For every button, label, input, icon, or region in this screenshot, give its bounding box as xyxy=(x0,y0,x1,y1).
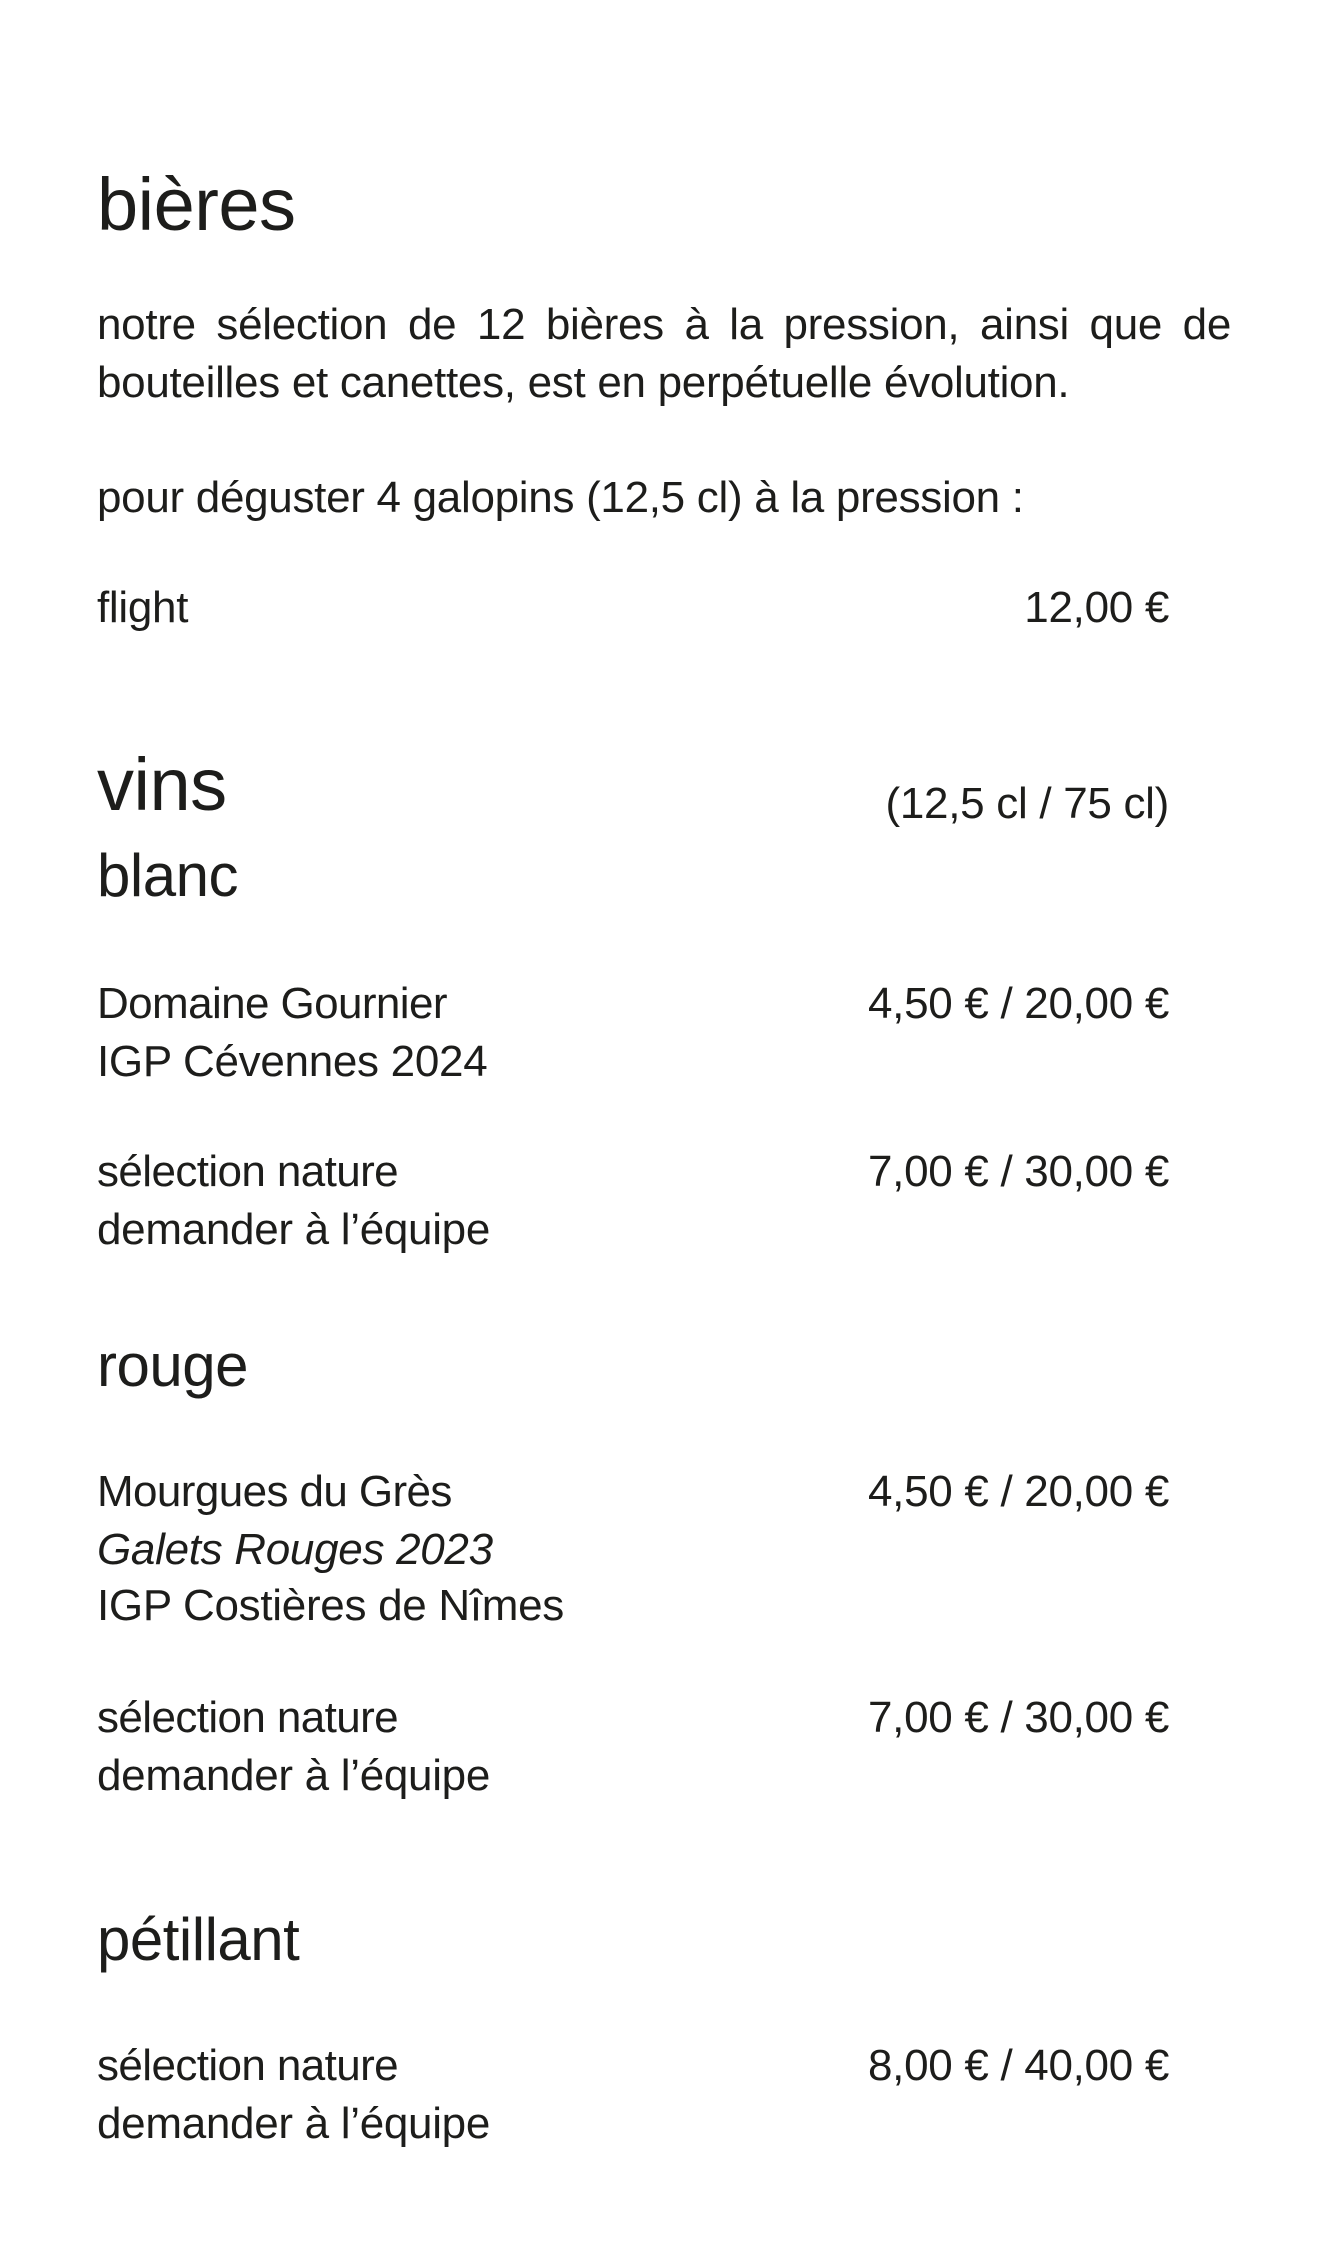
wine-price: 4,50 € / 20,00 € xyxy=(867,1467,1169,1516)
wines-sizes: (12,5 cl / 75 cl) xyxy=(885,779,1169,828)
wine-name: Domaine Gournier xyxy=(97,979,447,1028)
wines-title: vins xyxy=(97,743,227,826)
wine-price: 7,00 € / 30,00 € xyxy=(867,1693,1169,1742)
beers-tasting-note: pour déguster 4 galopins (12,5 cl) à la pression : xyxy=(97,473,1024,522)
flight-price: 12,00 € xyxy=(1024,583,1169,632)
wine-cuvee: Galets Rouges 2023 xyxy=(97,1525,493,1574)
section-title-rouge: rouge xyxy=(97,1332,248,1399)
wine-detail: demander à l’équipe xyxy=(97,1751,491,1800)
wine-detail: IGP Cévennes 2024 xyxy=(97,1037,488,1086)
wine-detail: IGP Costières de Nîmes xyxy=(97,1581,564,1630)
wine-price: 4,50 € / 20,00 € xyxy=(867,979,1169,1028)
wine-name: Mourgues du Grès xyxy=(97,1467,452,1516)
wine-name: sélection nature xyxy=(97,2041,399,2090)
wine-price: 7,00 € / 30,00 € xyxy=(867,1147,1169,1196)
wine-detail: demander à l’équipe xyxy=(97,2099,491,2148)
wine-detail: demander à l’équipe xyxy=(97,1205,491,1254)
section-title-petillant: pétillant xyxy=(97,1906,300,1973)
flight-name: flight xyxy=(97,583,189,632)
beers-title: bières xyxy=(97,163,296,246)
section-title-blanc: blanc xyxy=(97,842,238,909)
wine-name: sélection nature xyxy=(97,1693,399,1742)
beers-intro: notre sélection de 12 bières à la pression, ainsi que de bouteilles et canettes, est en perpétuelle évolution. xyxy=(97,300,1231,407)
wine-name: sélection nature xyxy=(97,1147,399,1196)
wine-price: 8,00 € / 40,00 € xyxy=(867,2041,1169,2090)
